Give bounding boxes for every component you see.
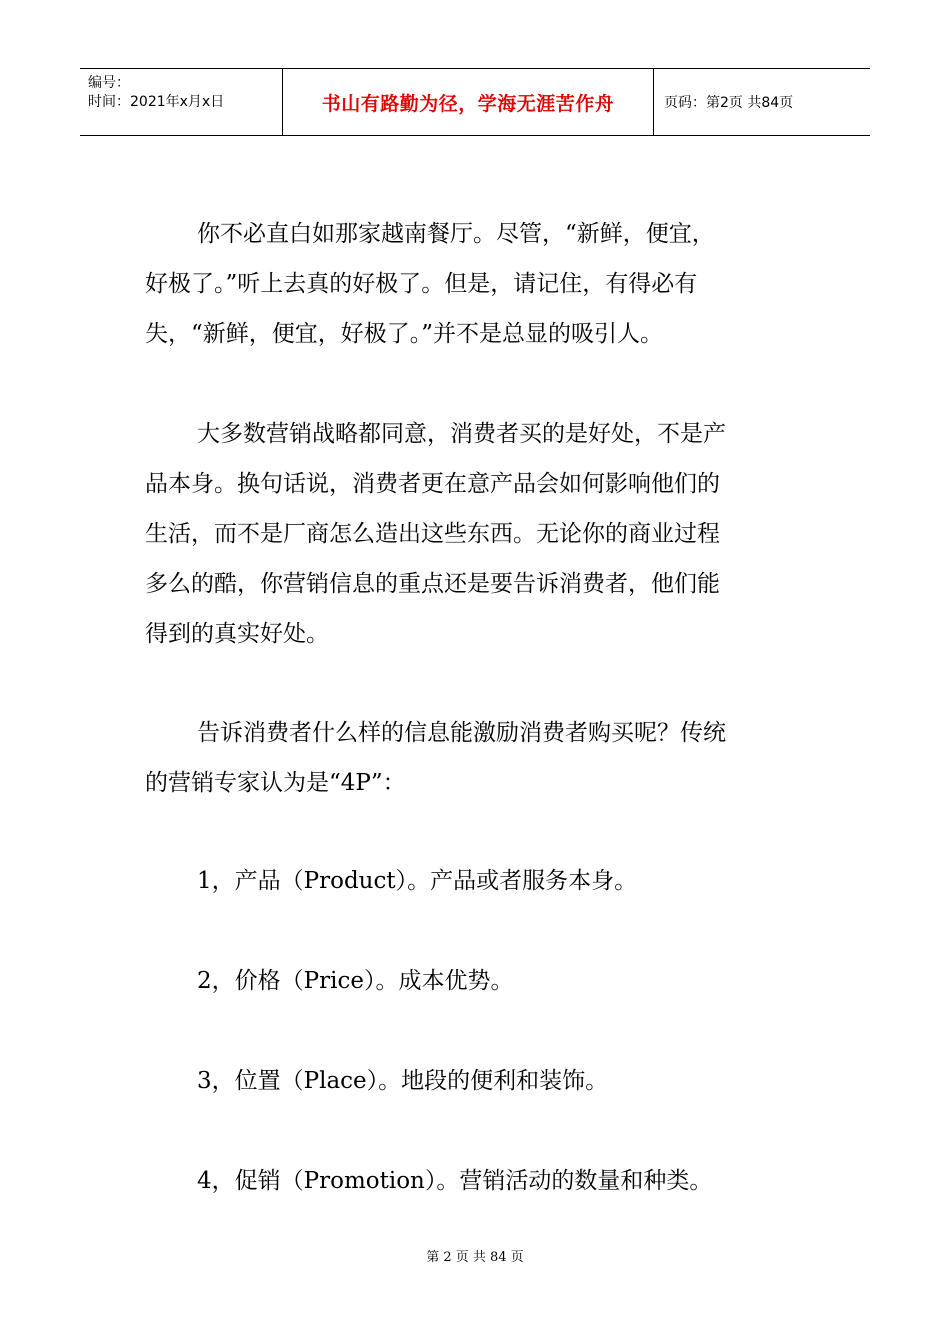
paragraph-line: 失，“新鲜，便宜，好极了。”并不是总显的吸引人。 (145, 321, 664, 347)
paragraph-line: 生活，而不是厂商怎么造出这些东西。无论你的商业过程 (145, 521, 720, 547)
list-item: 3，位置（Place）。地段的便利和装饰。 (197, 1068, 609, 1094)
paragraph-line: 多么的酷，你营销信息的重点还是要告诉消费者，他们能 (145, 571, 720, 597)
page-footer: 第 2 页 共 84 页 (426, 1250, 524, 1265)
paragraph-line: 大多数营销战略都同意，消费者买的是好处，不是产 (197, 421, 726, 447)
list-item: 2，价格（Price）。成本优势。 (197, 968, 514, 994)
document-header (80, 68, 870, 136)
paragraph-line: 告诉消费者什么样的信息能激励消费者购买呢？传统 (197, 720, 726, 746)
paragraph-line: 的营销专家认为是“4P”： (145, 770, 406, 796)
list-item: 4，促销（Promotion）。营销活动的数量和种类。 (197, 1168, 713, 1194)
paragraph-line: 你不必直白如那家越南餐厅。尽管，“新鲜，便宜， (197, 221, 715, 247)
document-time-label: 时间：2021年x月x日 (88, 94, 225, 110)
header-page-info: 页码：第2页 共84页 (664, 95, 794, 111)
header-page-cell (654, 69, 870, 135)
document-number-label: 编号： (88, 75, 130, 91)
paragraph-3 (145, 708, 817, 808)
paragraph-1 (145, 209, 817, 359)
paragraph-line: 品本身。换句话说，消费者更在意产品会如何影响他们的 (145, 471, 720, 497)
paragraph-line: 好极了。”听上去真的好极了。但是，请记住，有得必有 (145, 271, 698, 297)
header-motto-cell (282, 69, 654, 135)
header-motto: 书山有路勤为径，学海无涯苦作舟 (321, 92, 615, 115)
list-item: 1，产品（Product）。产品或者服务本身。 (197, 868, 638, 894)
paragraph-line: 得到的真实好处。 (145, 621, 329, 647)
paragraph-2 (145, 409, 817, 659)
header-meta-cell (80, 69, 282, 135)
